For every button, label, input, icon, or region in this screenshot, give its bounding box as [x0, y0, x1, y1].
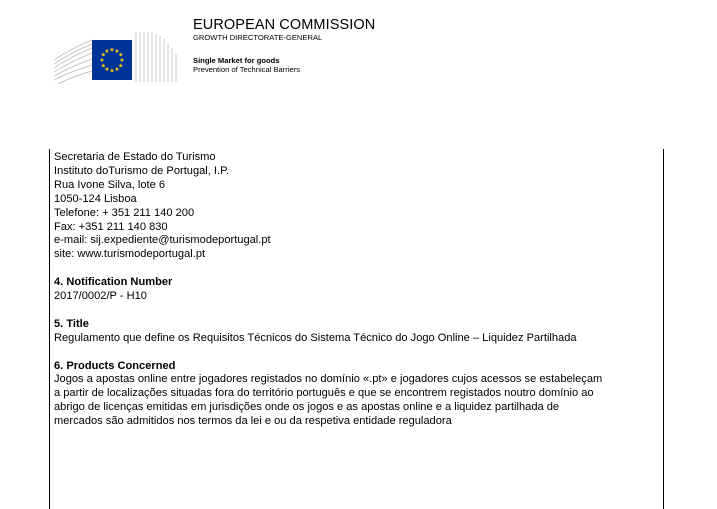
svg-text:★: ★: [109, 46, 115, 54]
email-line: e-mail: sij.expediente@turismodeportugal.pt: [54, 234, 271, 247]
address-line: Fax: +351 211 140 830: [54, 220, 168, 233]
products-line: Jogos a apostas online entre jogadores registados no domínio «.pt» e jogadores cujos acessos se estabeleçam: [54, 373, 603, 386]
svg-text:★: ★: [99, 57, 105, 64]
document-content: [54, 151, 660, 429]
svg-text:★: ★: [109, 67, 115, 75]
svg-text:★: ★: [118, 62, 124, 70]
org-name: EUROPEAN COMMISSION: [193, 17, 376, 33]
address-line: 1050-124 Lisboa: [54, 192, 137, 205]
title-heading: 5. Title: [54, 317, 89, 330]
notification-title: 4. Notification Number: [54, 276, 173, 289]
address-line: Instituto doTurismo de Portugal, I.P.: [54, 164, 230, 177]
products-line: a partir de localizações situadas fora do território português e que se encontrem registados noutro domínio ao: [54, 387, 594, 400]
svg-text:★: ★: [100, 51, 106, 59]
org-subtitle: GROWTH DIRECTORATE-GENERAL: [193, 32, 323, 42]
header: [193, 18, 375, 73]
products-line: abrigo de licenças emitidas em jurisdições onde os jogos e as apostas online e a liquidez partilhada de: [54, 401, 560, 414]
title-value: Regulamento que define os Requisitos Técnicos do Sistema Técnico do Jogo Online – Liquidez Partilhada: [54, 331, 577, 344]
products-title: 6. Products Concerned: [54, 359, 176, 372]
address-block: [54, 151, 660, 262]
svg-text:★: ★: [118, 51, 124, 59]
svg-text:★: ★: [104, 66, 110, 74]
products-section: [54, 360, 660, 430]
unit-name: Single Market for goods: [193, 56, 280, 66]
svg-text:★: ★: [100, 62, 106, 70]
svg-text:★: ★: [114, 66, 120, 74]
notification-section: [54, 276, 660, 304]
address-line: Telefone: + 351 211 140 200: [54, 206, 195, 219]
site-line: site: www.turismodeportugal.pt: [54, 248, 206, 261]
address-line: Rua Ivone Silva, lote 6: [54, 178, 166, 191]
title-section: [54, 318, 660, 346]
address-line: Secretaria de Estado do Turismo: [54, 151, 216, 163]
unit-subtitle: Prevention of Technical Barriers: [193, 64, 301, 74]
products-line: mercados são admitidos nos termos da lei e ou da respetiva entidade reguladora: [54, 415, 452, 428]
svg-text:★: ★: [114, 47, 120, 55]
svg-text:★: ★: [104, 47, 110, 55]
notification-number: 2017/0002/P - H10: [54, 290, 147, 303]
eu-commission-logo: [52, 24, 177, 86]
svg-text:★: ★: [119, 57, 125, 64]
